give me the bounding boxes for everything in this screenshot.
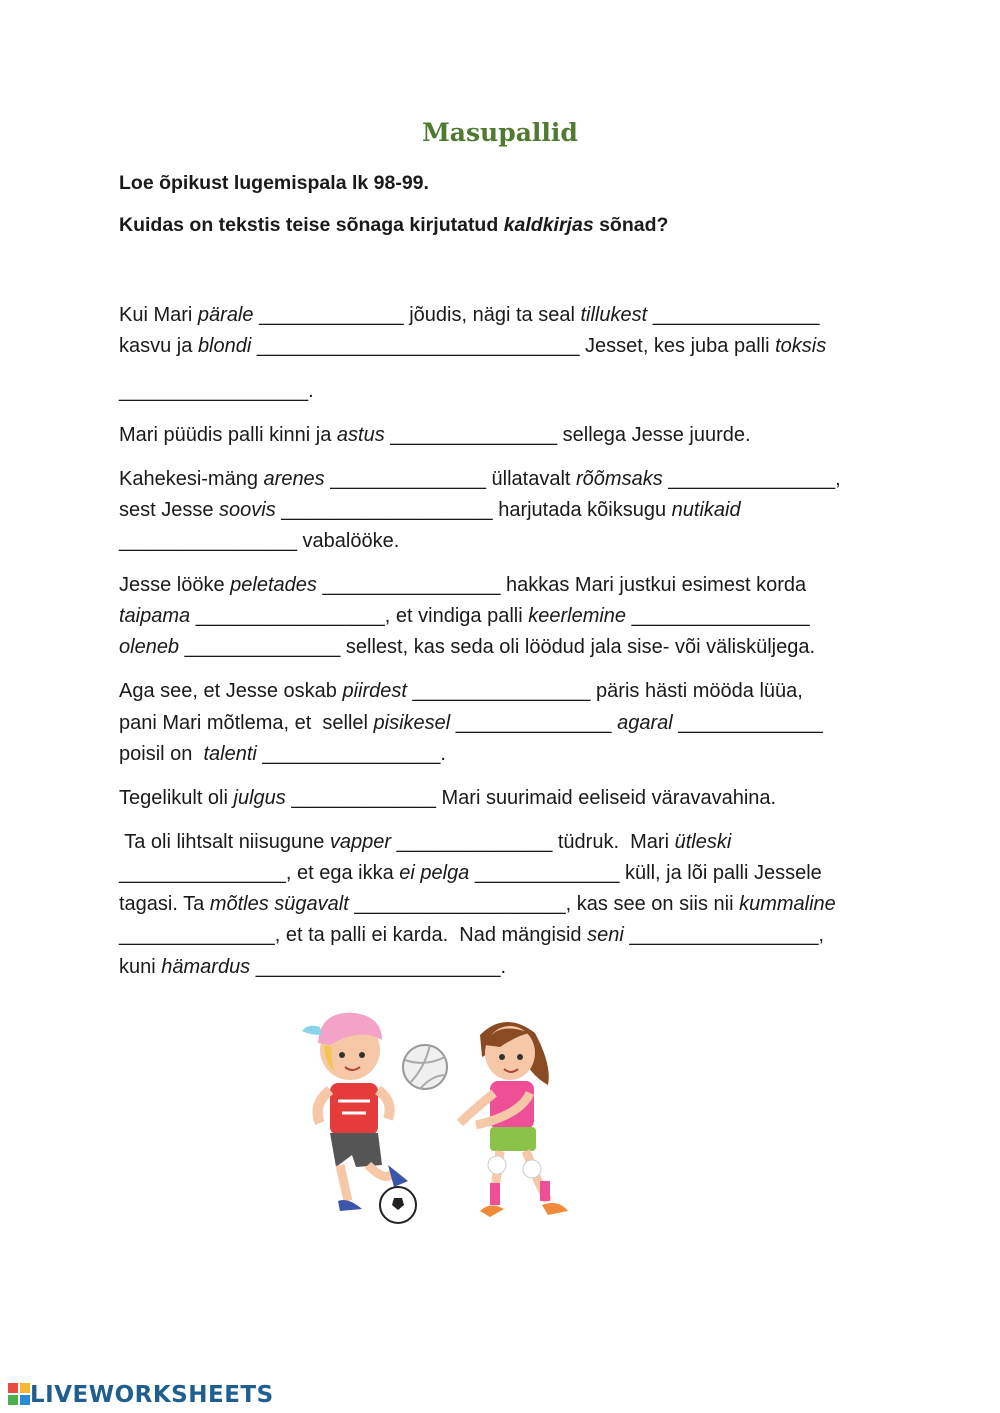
text-line: _______________, et ega ikka ei pelga _____________ küll, ja lõi palli Jessele bbox=[119, 862, 822, 884]
girl-figure bbox=[460, 1022, 568, 1217]
text-line: ______________, et ta palli ei karda. Nad mängisid seni _________________, bbox=[119, 924, 825, 946]
italic-word: julgus bbox=[233, 787, 286, 809]
footer-brand-text: LIVEWORKSHEETS bbox=[30, 1382, 274, 1408]
text-line: poisil on talenti ________________. bbox=[119, 743, 446, 765]
text-line: _________________. bbox=[119, 380, 314, 402]
italic-word: ütleski bbox=[674, 831, 732, 853]
text-line: Tegelikult oli julgus _____________ Mari suurimaid eeliseid väravavahina. bbox=[119, 787, 777, 809]
italic-word: agaral bbox=[617, 712, 673, 734]
text-line: Jesse lööke peletades ________________ hakkas Mari justkui esimest korda bbox=[119, 574, 807, 596]
italic-word: seni bbox=[587, 924, 624, 946]
liveworksheets-logo-icon bbox=[8, 1383, 30, 1407]
text-line: sest Jesse soovis ___________________ harjutada kõiksugu nutikaid bbox=[119, 499, 741, 521]
italic-word: vapper bbox=[329, 831, 392, 853]
italic-word: taipama bbox=[119, 605, 191, 627]
italic-word: tillukest bbox=[580, 304, 648, 326]
text-line: kasvu ja blondi _____________________________ Jesset, kes juba palli toksis bbox=[119, 335, 827, 357]
italic-word: keerlemine bbox=[528, 605, 627, 627]
italic-word: ei pelga bbox=[399, 862, 470, 884]
italic-word: soovis bbox=[219, 499, 276, 521]
italic-word: oleneb bbox=[119, 636, 180, 658]
volleyball bbox=[403, 1045, 447, 1089]
italic-word: hämardus bbox=[161, 956, 251, 978]
text-line: Aga see, et Jesse oskab piirdest ________________ päris hästi mööda lüüa, bbox=[119, 680, 803, 702]
instruction-2: Kuidas on tekstis teise sõnaga kirjutatud kaldkirjas sõnad? bbox=[119, 214, 669, 236]
italic-word: piirdest bbox=[342, 680, 407, 702]
italic-word: mõtles sügavalt bbox=[209, 893, 349, 915]
italic-word: pärale bbox=[197, 304, 254, 326]
text-line: Ta oli lihtsalt niisugune vapper ______________ tüdruk. Mari ütleski bbox=[119, 831, 732, 853]
italic-word: talenti bbox=[203, 743, 257, 765]
italic-word: arenes bbox=[263, 468, 325, 490]
text-line: taipama _________________, et vindiga palli keerlemine ________________ bbox=[119, 605, 810, 627]
text-line: pani Mari mõtlema, et sellel pisikesel ______________ agaral _____________ bbox=[119, 712, 823, 734]
text-line: oleneb ______________ sellest, kas seda oli löödud jala sise- või välisküljega. bbox=[119, 636, 816, 658]
text-line: Kui Mari pärale _____________ jõudis, nägi ta seal tillukest _______________ bbox=[119, 304, 820, 326]
italic-word: peletades bbox=[230, 574, 317, 596]
instruction-1: Loe õpikust lugemispala lk 98-99. bbox=[119, 172, 429, 194]
page-title: Masupallid bbox=[422, 118, 578, 147]
italic-word: astus bbox=[336, 424, 385, 446]
italic-word: pisikesel bbox=[373, 712, 451, 734]
text-line: Mari püüdis palli kinni ja astus _______________ sellega Jesse juurde. bbox=[119, 424, 751, 446]
boy-figure bbox=[302, 1013, 416, 1223]
text-line: ________________ vabalööke. bbox=[119, 530, 400, 552]
italic-word: kummaline bbox=[739, 893, 836, 915]
kids-playing-ball-illustration bbox=[290, 1005, 620, 1245]
italic-word: toksis bbox=[775, 335, 827, 357]
text-line: kuni hämardus ______________________. bbox=[119, 956, 507, 978]
italic-word: rõõmsaks bbox=[576, 468, 663, 490]
italic-word: blondi bbox=[197, 335, 252, 357]
italic-word: kaldkirjas bbox=[503, 214, 594, 236]
footer-brand[interactable] bbox=[8, 1380, 274, 1410]
text-line: Kahekesi-mäng arenes ______________ üllatavalt rõõmsaks _______________, bbox=[119, 468, 841, 490]
italic-word: nutikaid bbox=[671, 499, 741, 521]
text-line: tagasi. Ta mõtles sügavalt ___________________, kas see on siis nii kummaline bbox=[119, 893, 836, 915]
